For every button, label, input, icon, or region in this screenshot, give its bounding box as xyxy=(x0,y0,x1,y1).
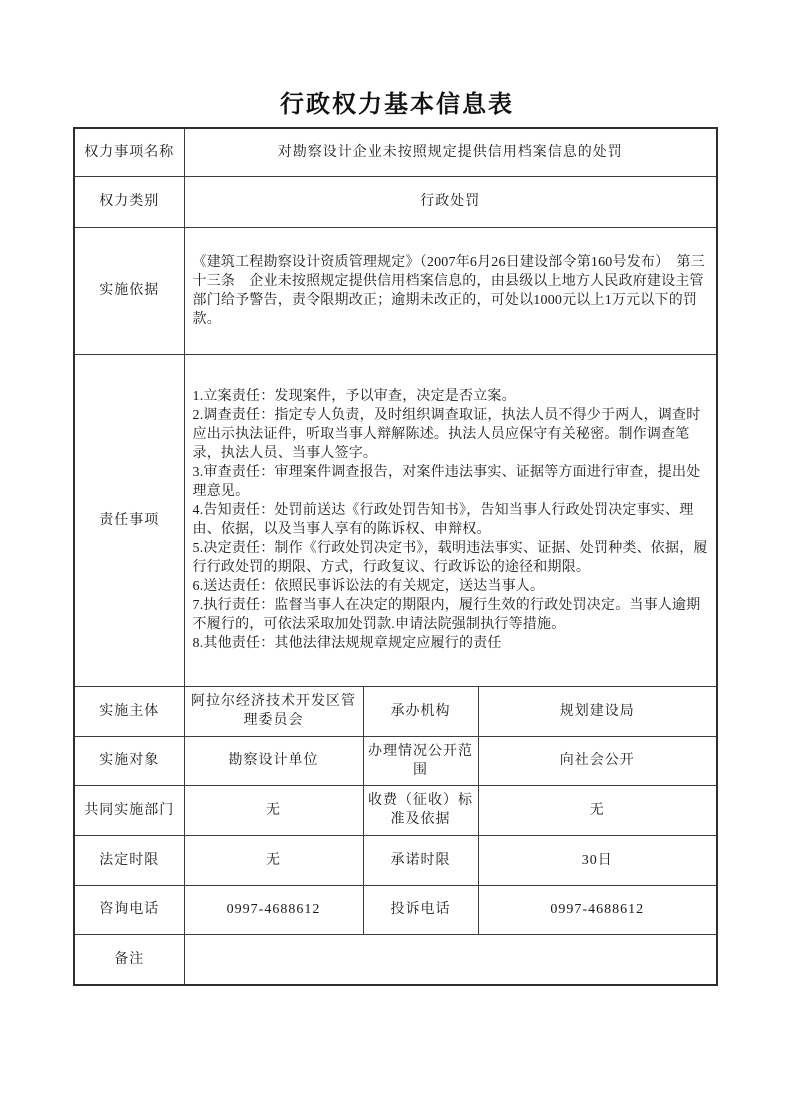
duty-items-label: 责任事项 xyxy=(74,354,184,686)
implementation-target-value: 勘察设计单位 xyxy=(184,736,363,785)
promised-time-limit-label: 承诺时限 xyxy=(363,835,478,885)
joint-departments-label: 共同实施部门 xyxy=(74,785,184,835)
disclosure-scope-label: 办理情况公开范围 xyxy=(363,736,478,785)
implementing-body-value: 阿拉尔经济技术开发区管理委员会 xyxy=(184,686,363,736)
complaint-phone-label: 投诉电话 xyxy=(363,885,478,934)
undertaking-agency-value: 规划建设局 xyxy=(478,686,717,736)
undertaking-agency-label: 承办机构 xyxy=(363,686,478,736)
remarks-label: 备注 xyxy=(74,934,184,985)
duty-item-7: 7.执行责任：监督当事人在决定的期限内，履行生效的行政处罚决定。当事人逾期不履行的，可依法采取加处罚款.申请法院强制执行等措施。 xyxy=(192,598,701,632)
duty-item-3: 3.审查责任：审理案件调查报告，对案件违法事实、证据等方面进行审查，提出处理意见。 xyxy=(192,465,701,499)
implementation-target-label: 实施对象 xyxy=(74,736,184,785)
row-implementation-target xyxy=(74,736,717,785)
implementation-basis-label: 实施依据 xyxy=(74,227,184,354)
duty-item-4: 4.告知责任：处罚前送达《行政处罚告知书》，告知当事人行政处罚决定事实、理由、依据，以及当事人享有的陈诉权、申辩权。 xyxy=(192,503,694,537)
statutory-time-limit-label: 法定时限 xyxy=(74,835,184,885)
duty-item-5: 5.决定责任：制作《行政处罚决定书》，载明违法事实、证据、处罚种类、依据，履行行政处罚的期限、方式，行政复议、行政诉讼的途径和期限。 xyxy=(192,541,708,575)
row-duty-items xyxy=(74,354,717,686)
implementation-basis-value: 《建筑工程勘察设计资质管理规定》（2007年6月26日建设部令第160号发布） 第三十三条 企业未按照规定提供信用档案信息的，由县级以上地方人民政府建设主管部门给予警告，责令限期改正；逾期未改正的，可处以1000元以上1万元以下的罚款。 xyxy=(184,227,717,354)
page-title: 行政权力基本信息表 xyxy=(280,92,514,118)
row-implementation-basis xyxy=(74,227,717,354)
row-power-category xyxy=(74,176,717,227)
row-joint-departments xyxy=(74,785,717,835)
row-consultation-phone xyxy=(74,885,717,934)
fee-standard-label: 收费（征收）标准及依据 xyxy=(363,785,478,835)
fee-standard-value: 无 xyxy=(478,785,717,835)
item-name-value: 对勘察设计企业未按照规定提供信用档案信息的处罚 xyxy=(184,128,717,176)
power-category-value: 行政处罚 xyxy=(184,176,717,227)
row-item-name xyxy=(74,128,717,176)
row-implementing-body xyxy=(74,686,717,736)
consultation-phone-label: 咨询电话 xyxy=(74,885,184,934)
promised-time-limit-value: 30日 xyxy=(478,835,717,885)
consultation-phone-value: 0997-4688612 xyxy=(184,885,363,934)
statutory-time-limit-value: 无 xyxy=(184,835,363,885)
remarks-value xyxy=(184,934,717,985)
duty-item-8: 8.其他责任：其他法律法规规章规定应履行的责任 xyxy=(192,636,502,651)
duty-item-2: 2.调查责任：指定专人负责，及时组织调查取证，执法人员不得少于两人，调查时应出示执法证件，听取当事人辩解陈述。执法人员应保守有关秘密。制作调查笔录，执法人员、当事人签字。 xyxy=(192,408,701,461)
row-statutory-time-limit xyxy=(74,835,717,885)
duty-item-1: 1.立案责任：发现案件，予以审查，决定是否立案。 xyxy=(192,389,516,404)
admin-power-info-table xyxy=(73,127,718,986)
disclosure-scope-value: 向社会公开 xyxy=(478,736,717,785)
implementing-body-label: 实施主体 xyxy=(74,686,184,736)
duty-item-6: 6.送达责任：依照民事诉讼法的有关规定，送达当事人。 xyxy=(192,579,545,594)
complaint-phone-value: 0997-4688612 xyxy=(478,885,717,934)
joint-departments-value: 无 xyxy=(184,785,363,835)
row-remarks xyxy=(74,934,717,985)
duty-items-value xyxy=(184,354,717,686)
power-category-label: 权力类别 xyxy=(74,176,184,227)
item-name-label: 权力事项名称 xyxy=(74,128,184,176)
